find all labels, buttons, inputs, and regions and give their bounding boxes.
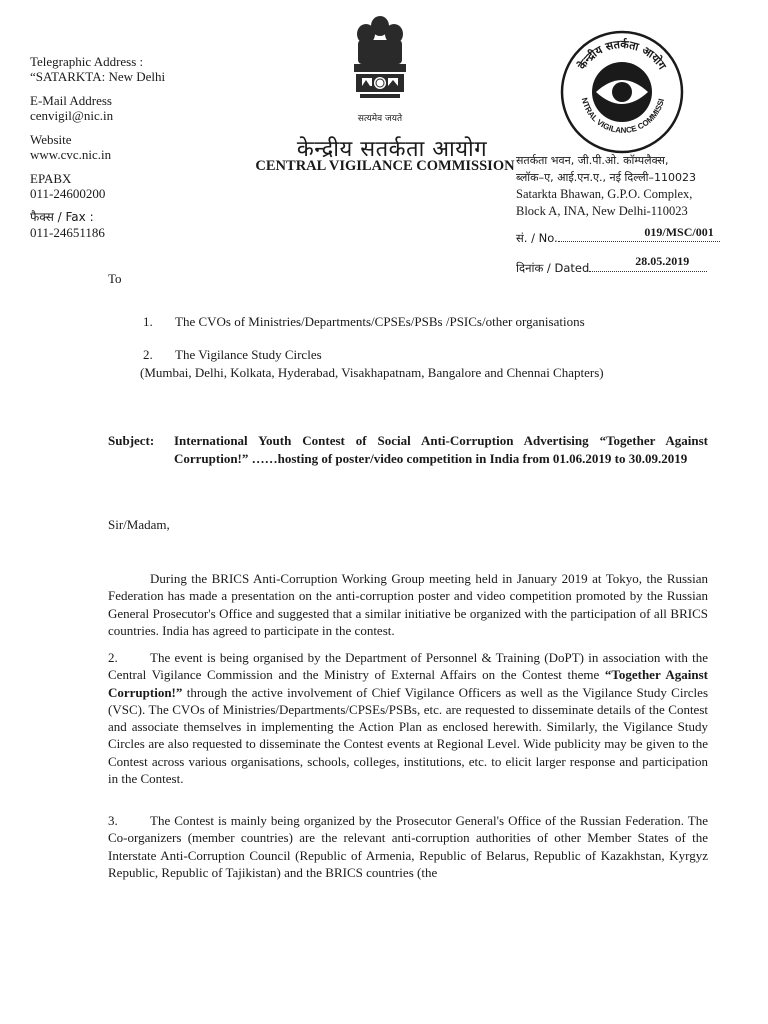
salutation: Sir/Madam,	[108, 517, 170, 532]
paragraph-3-num: 3.	[108, 813, 118, 828]
reference-label: सं. / No.	[516, 231, 558, 245]
subject-block	[108, 432, 708, 468]
website-label: Website	[30, 132, 72, 147]
email-value: cenvigil@nic.in	[30, 108, 114, 123]
cvc-seal	[560, 30, 685, 155]
paragraph-3-text: The Contest is mainly being organized by the Prosecutor General's Office of the Russian Federation. The Co-organizers (member countries) are the relevant anti-corruption authorities of other Member States of the Interstate Anti-Corruption Council (Republic of Armenia, Republic of Belarus, Republic of Kazakhstan, Kyrgyz Republic, Republic of Tajikistan) and the BRICS countries (the	[108, 813, 708, 880]
national-emblem-icon	[348, 12, 412, 104]
email-label: E-Mail Address	[30, 93, 112, 108]
reference-number	[516, 225, 720, 246]
eye-seal-icon	[560, 30, 685, 155]
letter-date	[516, 254, 707, 276]
fax-label: फैक्स / Fax :	[30, 210, 94, 224]
recipient-2-chapters: (Mumbai, Delhi, Kolkata, Hyderabad, Visakhapatnam, Bangalore and Chennai Chapters)	[140, 365, 604, 380]
telegraphic-label: Telegraphic Address :	[30, 54, 144, 69]
address-hindi-line1: सतर्कता भवन, जी.पी.ओ. कॉम्पलैक्स,	[516, 154, 669, 167]
address-block	[516, 152, 756, 220]
subject-label: Subject:	[108, 433, 155, 448]
emblem-motto: सत्यमेव जयते	[357, 114, 403, 124]
org-name-english: CENTRAL VIGILANCE COMMISSION	[255, 158, 515, 174]
to-label: To	[108, 271, 122, 286]
reference-value: 019/MSC/001	[644, 225, 714, 239]
paragraph-1-text: During the BRICS Anti-Corruption Working Group meeting held in January 2019 at Tokyo, the Russian Federation has made a presentation on the anti-corruption poster and video competition promoted by the Russian General Prosecutor's Office and suggested that a similar initiative be organized with the participation of all BRICS countries. India has agreed to participate in the contest.	[108, 571, 708, 638]
date-label: दिनांक / Dated	[516, 261, 590, 275]
address-hindi-line2: ब्लॉक–ए, आई.एन.ए., नई दिल्ली–110023	[516, 171, 696, 184]
telegraphic-value: “SATARKTA: New Delhi	[30, 69, 166, 84]
paragraph-2	[108, 649, 708, 787]
recipient-2-text: The Vigilance Study Circles	[175, 347, 322, 362]
paragraph-1	[108, 570, 708, 639]
recipient-2-num: 2.	[143, 347, 153, 362]
paragraph-2-num: 2.	[108, 650, 118, 665]
recipient-1	[143, 314, 585, 330]
org-name-hindi: केन्द्रीय सतर्कता आयोग	[296, 137, 488, 162]
recipient-2	[143, 347, 322, 363]
paragraph-2-theme: “Together Against Corruption!”	[108, 667, 708, 700]
paragraph-2-text-a: The event is being organised by the Department of Personnel & Training (DoPT) in association with the Central Vigilance Commission and the Ministry of External Affairs on the Contest theme	[108, 650, 708, 683]
recipient-1-text: The CVOs of Ministries/Departments/CPSEs/PSBs /PSICs/other organisations	[175, 314, 585, 329]
epabx-label: EPABX	[30, 171, 72, 186]
address-eng-line2: Block A, INA, New Delhi-110023	[516, 204, 688, 218]
fax-value: 011-24651186	[30, 225, 105, 240]
website-value: www.cvc.nic.in	[30, 147, 112, 162]
paragraph-3	[108, 812, 708, 881]
contact-block	[30, 54, 250, 249]
address-eng-line1: Satarkta Bhawan, G.P.O. Complex,	[516, 187, 693, 201]
seal-bottom-text: NTRAL VIGILANCE COMMISSI	[579, 96, 667, 135]
paragraph-2-text-b: through the active involvement of Chief Vigilance Officers as well as the Vigilance Study Circles (VSC). The CVOs of Ministries/Departments/CPSEs/PSBs, etc. are requested to disseminate details of the Contest and associate themselves in implementing the Action Plan as enclosed herewith. Similarly, the Vigilance Study Circles are also requested to disseminate the Contest events at Regional Level. Wide publicity may be given to the Contest across various organisations, schools, colleges, institutions, etc. to elicit larger response and participation in the Contest.	[108, 684, 708, 787]
national-emblem	[345, 12, 415, 122]
subject-text: International Youth Contest of Social Anti-Corruption Advertising “Together Against Corruption!” ……hosting of poster/video competition in India from 01.06.2019 to 30.09.2019	[174, 433, 708, 466]
date-value: 28.05.2019	[635, 254, 690, 268]
epabx-value: 011-24600200	[30, 186, 106, 201]
seal-top-text: केन्द्रीय सतर्कता आयोग	[575, 37, 669, 72]
recipient-1-num: 1.	[143, 314, 153, 329]
